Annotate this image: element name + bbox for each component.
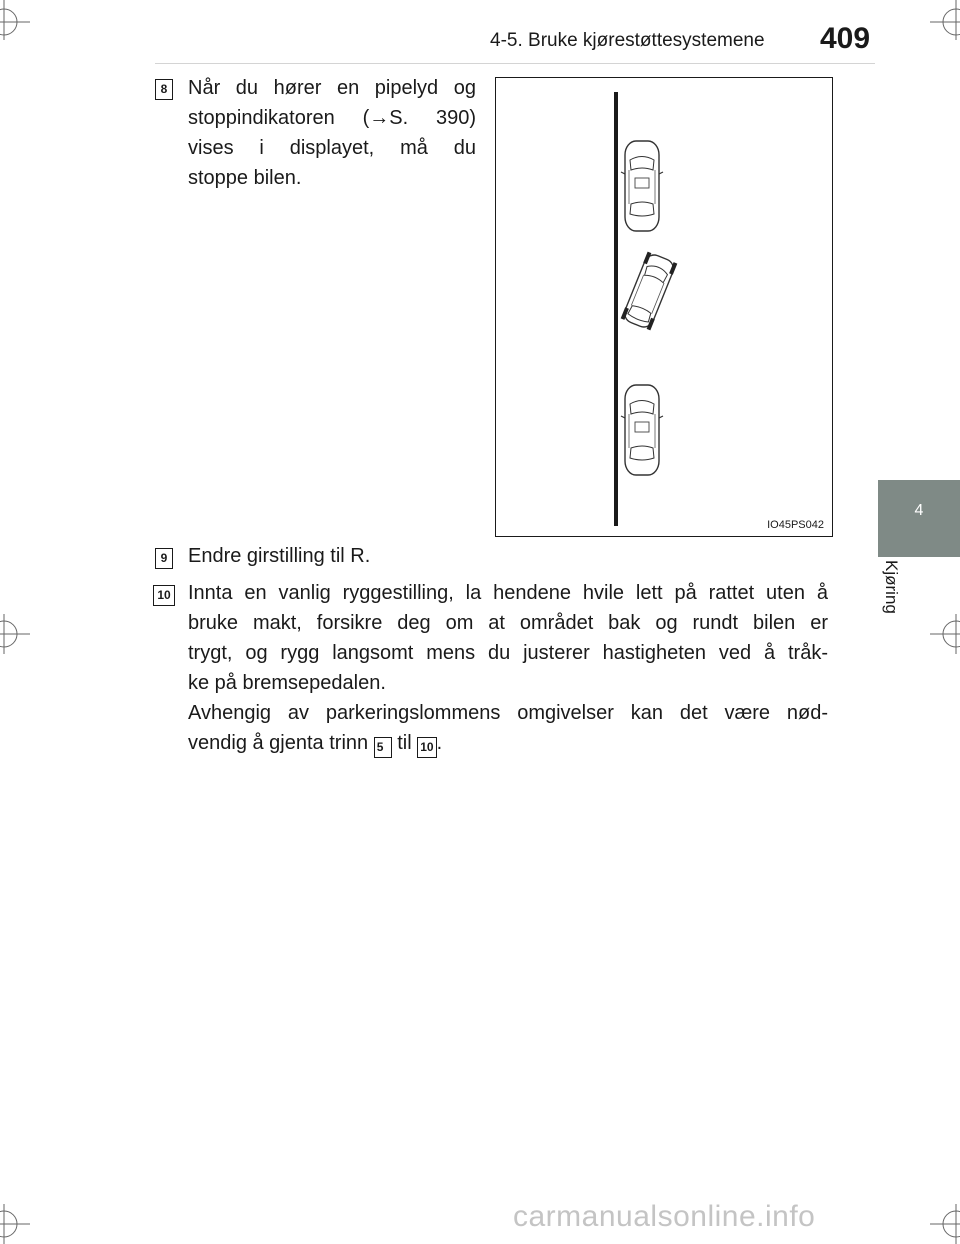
step-8-line: Når du hører en pipelyd og bbox=[188, 77, 476, 99]
step-ref-10: 10 bbox=[417, 737, 436, 758]
parking-illustration bbox=[495, 77, 833, 537]
step-10-line: Avhengig av parkeringslommens omgivelser kan det være nød- bbox=[188, 702, 828, 724]
step-8-line: stoppe bilen. bbox=[188, 167, 302, 189]
step-9-line: Endre girstilling til R. bbox=[188, 545, 371, 567]
crop-mark-top-right bbox=[926, 0, 960, 40]
step-10-line: ke på bremsepedalen. bbox=[188, 672, 386, 694]
chapter-label-text: Kjøring bbox=[882, 560, 901, 614]
watermark: carmanualsonline.info bbox=[513, 1200, 816, 1233]
step-number-10: 10 bbox=[153, 585, 175, 606]
step-10-final-line bbox=[188, 728, 828, 758]
step-10-line: trygt, og rygg langsomt mens du justerer hastigheten ved å tråk- bbox=[188, 642, 828, 664]
crop-mark-bottom-left bbox=[0, 1204, 34, 1244]
chapter-number: 4 bbox=[914, 502, 924, 519]
page-number: 409 bbox=[820, 22, 871, 55]
step-number-8: 8 bbox=[155, 79, 173, 100]
step-8-text bbox=[188, 73, 476, 193]
crop-mark-top-left bbox=[0, 0, 34, 40]
header-divider bbox=[155, 63, 875, 64]
parking-diagram bbox=[496, 78, 832, 536]
step-9-text bbox=[188, 541, 828, 571]
step-8-line: stoppindikatoren (→S. 390) bbox=[188, 107, 476, 129]
parked-car-front bbox=[621, 141, 663, 231]
section-title: 4-5. Bruke kjørestøttesystemene bbox=[490, 30, 765, 51]
final-line-suffix: . bbox=[436, 732, 443, 754]
final-line-prefix: vendig å gjenta trinn bbox=[188, 732, 374, 754]
step-10-line: Innta en vanlig ryggestilling, la hendene hvile lett på rattet uten å bbox=[188, 582, 828, 604]
chapter-tab bbox=[878, 480, 960, 557]
reversing-car bbox=[621, 252, 678, 331]
final-line-middle: til bbox=[391, 732, 418, 754]
step-8-line: vises i displayet, må du bbox=[188, 137, 476, 159]
parked-car-rear bbox=[621, 385, 663, 475]
crop-mark-bottom-right bbox=[926, 1204, 960, 1244]
crop-mark-mid-left bbox=[0, 614, 34, 654]
step-10-text bbox=[188, 578, 828, 758]
chapter-label bbox=[881, 560, 911, 640]
figure-code: IO45PS042 bbox=[767, 519, 824, 531]
step-number-9: 9 bbox=[155, 548, 173, 569]
step-ref-5: 5 bbox=[374, 737, 392, 758]
crop-mark-mid-right bbox=[926, 614, 960, 654]
step-10-line: bruke makt, forsikre deg om at området bak og rundt bilen er bbox=[188, 612, 828, 634]
